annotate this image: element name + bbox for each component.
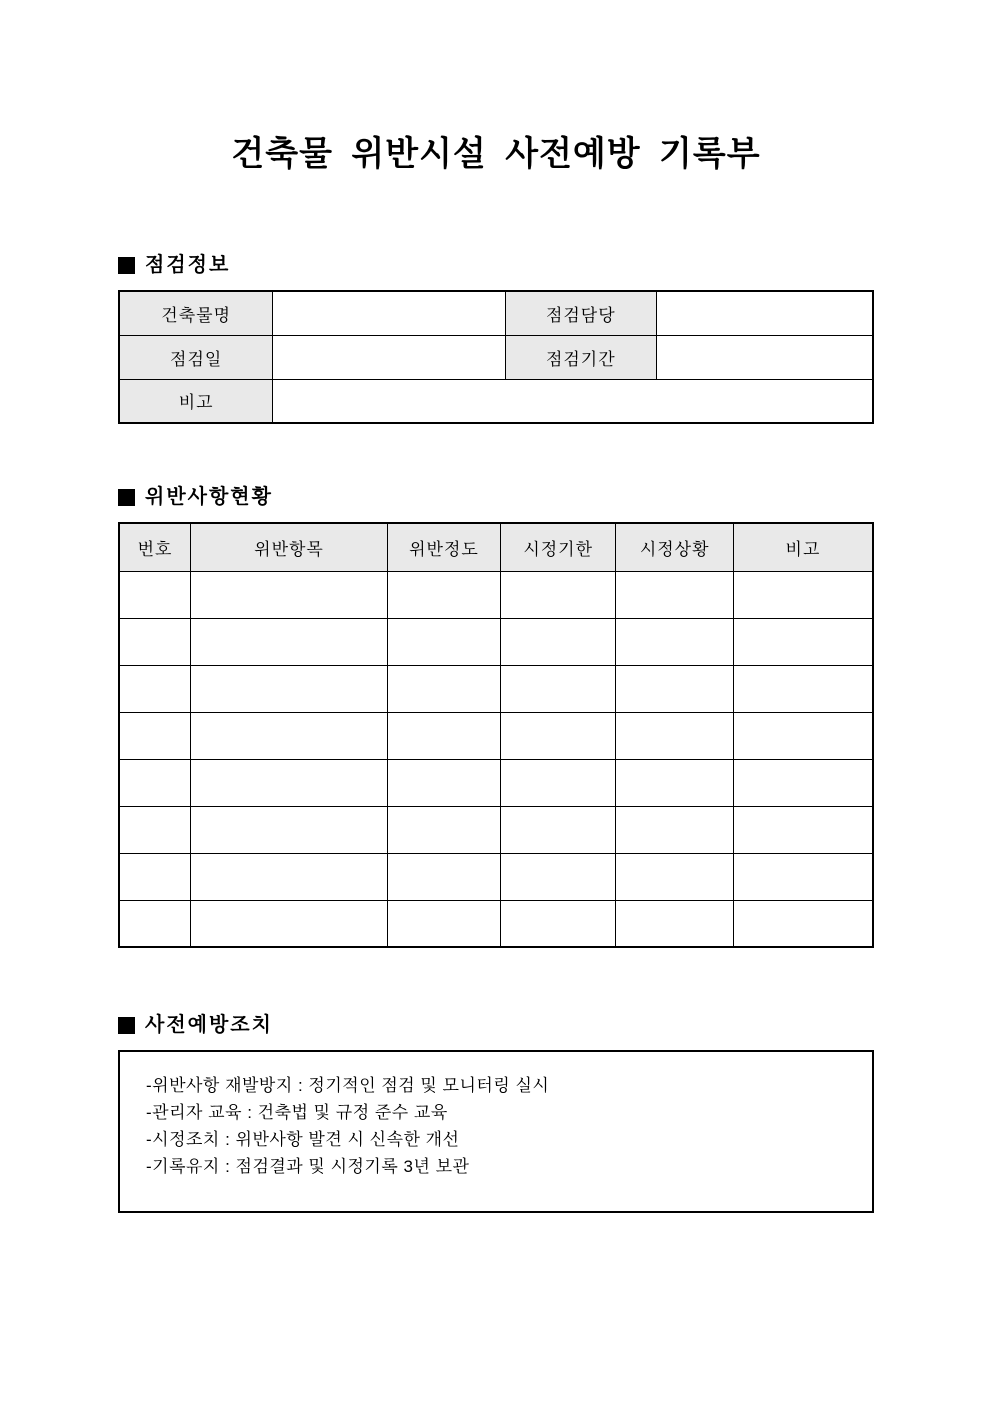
table-row (119, 335, 873, 379)
violation-cell[interactable] (191, 900, 388, 947)
violation-table-body (119, 571, 873, 947)
violation-row (119, 618, 873, 665)
column-header-correction-status: 시정상황 (616, 523, 734, 571)
inspection-period-label: 점검기간 (505, 335, 657, 379)
section-marker-icon (118, 257, 135, 274)
violation-cell[interactable] (501, 806, 616, 853)
violation-cell[interactable] (733, 571, 873, 618)
violation-cell[interactable] (501, 712, 616, 759)
violation-row (119, 900, 873, 947)
inspection-date-field[interactable] (273, 335, 505, 379)
violation-cell[interactable] (733, 759, 873, 806)
violation-cell[interactable] (733, 665, 873, 712)
violation-cell[interactable] (387, 900, 500, 947)
violation-cell[interactable] (501, 618, 616, 665)
violation-cell[interactable] (191, 618, 388, 665)
column-header-number: 번호 (119, 523, 191, 571)
violation-row (119, 712, 873, 759)
violation-cell[interactable] (387, 712, 500, 759)
section-heading-label: 사전예방조치 (145, 1014, 273, 1036)
violation-cell[interactable] (119, 759, 191, 806)
prevention-line: -관리자 교육 : 건축법 및 규정 준수 교육 (146, 1103, 448, 1122)
violation-row (119, 665, 873, 712)
column-header-correction-deadline: 시정기한 (501, 523, 616, 571)
violation-cell[interactable] (387, 759, 500, 806)
violation-cell[interactable] (387, 806, 500, 853)
violation-cell[interactable] (733, 853, 873, 900)
table-row (119, 291, 873, 335)
prevention-line: -위반사항 재발방지 : 정기적인 점검 및 모니터링 실시 (146, 1076, 550, 1095)
violation-cell[interactable] (616, 900, 734, 947)
inspection-info-table (118, 290, 874, 424)
column-header-violation-item: 위반항목 (191, 523, 388, 571)
violation-cell[interactable] (119, 806, 191, 853)
violation-cell[interactable] (191, 853, 388, 900)
prevention-measures-box (118, 1050, 874, 1213)
section-marker-icon (118, 1017, 135, 1034)
prevention-line: -기록유지 : 점검결과 및 시정기록 3년 보관 (146, 1157, 470, 1176)
section-heading-label: 위반사항현황 (145, 486, 273, 508)
inspection-date-label: 점검일 (119, 335, 273, 379)
section-heading-violation-status (118, 487, 874, 507)
violation-cell[interactable] (616, 759, 734, 806)
section-heading-label: 점검정보 (145, 254, 231, 276)
violation-cell[interactable] (733, 806, 873, 853)
building-name-field[interactable] (273, 291, 505, 335)
violation-row (119, 806, 873, 853)
violation-cell[interactable] (616, 806, 734, 853)
violation-cell[interactable] (191, 571, 388, 618)
page-title: 건축물 위반시설 사전예방 기록부 (231, 135, 761, 173)
violation-cell[interactable] (191, 665, 388, 712)
note-field[interactable] (273, 379, 873, 423)
violation-cell[interactable] (733, 618, 873, 665)
violation-cell[interactable] (501, 853, 616, 900)
column-header-violation-degree: 위반정도 (387, 523, 500, 571)
violation-cell[interactable] (501, 571, 616, 618)
violation-cell[interactable] (191, 759, 388, 806)
violation-cell[interactable] (616, 853, 734, 900)
violation-cell[interactable] (733, 900, 873, 947)
violation-cell[interactable] (119, 618, 191, 665)
violation-cell[interactable] (191, 712, 388, 759)
violation-row (119, 571, 873, 618)
violation-cell[interactable] (616, 571, 734, 618)
inspector-label: 점검담당 (505, 291, 657, 335)
inspection-period-field[interactable] (657, 335, 873, 379)
violation-cell[interactable] (387, 853, 500, 900)
note-label: 비고 (119, 379, 273, 423)
violation-cell[interactable] (387, 571, 500, 618)
violation-cell[interactable] (501, 759, 616, 806)
building-name-label: 건축물명 (119, 291, 273, 335)
violation-cell[interactable] (501, 665, 616, 712)
violation-cell[interactable] (501, 900, 616, 947)
section-heading-inspection-info (118, 255, 874, 275)
violation-cell[interactable] (616, 712, 734, 759)
violation-status-table (118, 522, 874, 948)
section-marker-icon (118, 489, 135, 506)
column-header-note: 비고 (733, 523, 873, 571)
violation-cell[interactable] (616, 665, 734, 712)
violation-cell[interactable] (119, 853, 191, 900)
table-row (119, 379, 873, 423)
violation-cell[interactable] (733, 712, 873, 759)
inspector-field[interactable] (657, 291, 873, 335)
prevention-line: -시정조치 : 위반사항 발견 시 신속한 개선 (146, 1130, 460, 1149)
violation-cell[interactable] (191, 806, 388, 853)
violation-cell[interactable] (387, 618, 500, 665)
section-heading-prevention (118, 1015, 874, 1035)
violation-cell[interactable] (119, 712, 191, 759)
violation-cell[interactable] (119, 900, 191, 947)
violation-row (119, 853, 873, 900)
violation-cell[interactable] (387, 665, 500, 712)
table-header-row (119, 523, 873, 571)
violation-row (119, 759, 873, 806)
violation-cell[interactable] (119, 665, 191, 712)
violation-cell[interactable] (616, 618, 734, 665)
violation-cell[interactable] (119, 571, 191, 618)
